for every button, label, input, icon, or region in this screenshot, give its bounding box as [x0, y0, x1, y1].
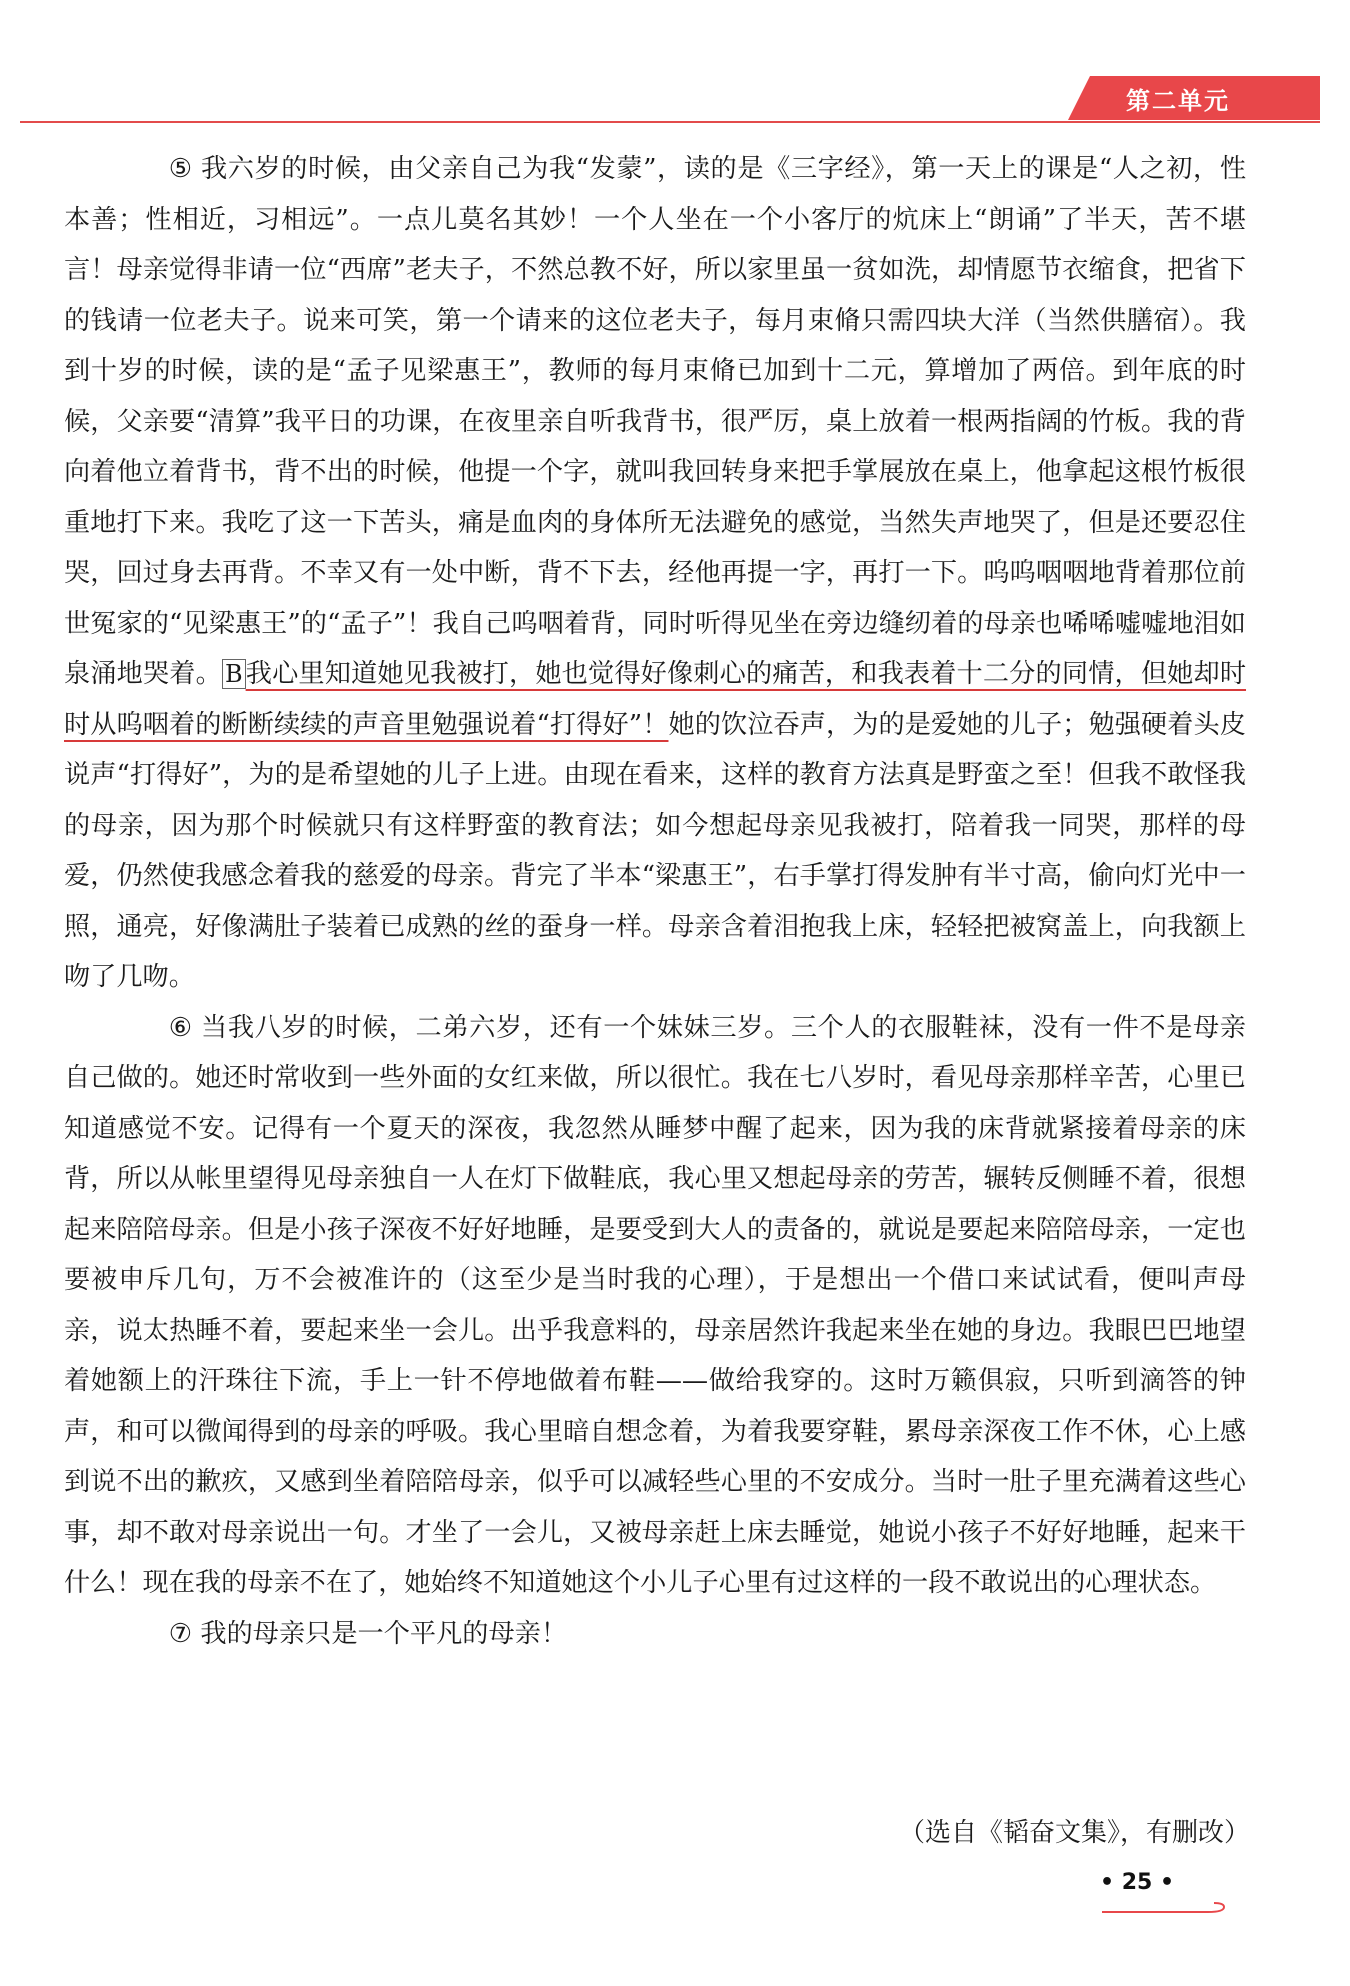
- unit-label: 第二单元: [1126, 86, 1230, 115]
- paragraph-text: 当我八岁的时候，二弟六岁，还有一个妹妹三岁。三个人的衣服鞋袜，没有一件不是母亲自己做的。她还时常收到一些外面的女红来做，所以很忙。我在七八岁时，看见母亲那样辛苦，心里已知道感觉不安。记得有一个夏天的深夜，我忽然从睡梦中醒了起来，因为我的床背就紧接着母亲的床背，所以从帐里望得见母亲独自一人在灯下做鞋底，我心里又想起母亲的劳苦，辗转反侧睡不着，很想起来陪陪母亲。但是小孩子深夜不好好地睡，是要受到大人的责备的，就说是要起来陪陪母亲，一定也要被申斥几句，万不会被准许的（这至少是当时我的心理），于是想出一个借口来试试看，便叫声母亲，说太热睡不着，要起来坐一会儿。出乎我意料的，母亲居然许我起来坐在她的身边。我眼巴巴地望着她额上的汗珠往下流，手上一针不停地做着布鞋——做给我穿的。这时万籁俱寂，只听到滴答的钟声，和可以微闻得到的母亲的呼吸。我心里暗自想念着，为着我要穿鞋，累母亲深夜工作不休，心上感到说不出的歉疚，又感到坐着陪陪母亲，似乎可以减轻些心里的不安成分。当时一肚子里充满着这些心事，却不敢对母亲说出一句。才坐了一会儿，又被母亲赶上床去睡觉，她说小孩子不好好地睡，起来干什么！现在我的母亲不在了，她始终不知道她这个小儿子心里有过这样的一段不敢说出的心理状态。: [64, 1012, 1246, 1598]
- unit-tab: [1068, 76, 1320, 120]
- paragraph-number: ⑥: [168, 1012, 193, 1043]
- annotation-tag-b: B: [222, 659, 246, 689]
- paragraph-text: 我的母亲只是一个平凡的母亲！: [200, 1618, 568, 1649]
- paragraph-text: 我六岁的时候，由父亲自己为我“发蒙”，读的是《三字经》，第一天上的课是“人之初，性本善；性相近，习相远”。一点儿莫名其妙！一个人坐在一个小客厅的炕床上“朗诵”了半天，苦不堪言！母亲觉得非请一位“西席”老夫子，不然总教不好，所以家里虽一贫如洗，却情愿节衣缩食，把省下的钱请一位老夫子。说来可笑，第一个请来的这位老夫子，每月束脩只需四块大洋（当然供膳宿）。我到十岁的时候，读的是“孟子见梁惠王”，教师的每月束脩已加到十二元，算增加了两倍。到年底的时候，父亲要“清算”我平日的功课，在夜里亲自听我背书，很严厉，桌上放着一根两指阔的竹板。我的背向着他立着背书，背不出的时候，他提一个字，就叫我回转身来把手掌展放在桌上，他拿起这根竹板很重地打下来。我吃了这一下苦头，痛是血肉的身体所无法避免的感觉，当然失声地哭了，但是还要忍住哭，回过身去再背。不幸又有一处中断，背不下去，经他再提一字，再打一下。呜呜咽咽地背着那位前世冤家的“见梁惠王”的“孟子”！我自己呜咽着背，同时听得见坐在旁边缝纫着的母亲也唏唏嘘嘘地泪如泉涌地哭着。: [64, 154, 1247, 689]
- page-number-swoosh-icon: [1100, 1902, 1230, 1916]
- article-body: [64, 144, 1246, 1659]
- paragraph-text-continued: 她的饮泣吞声，为的是爱她的儿子；勉强硬着头皮说声“打得好”，为的是希望她的儿子上进。由现在看来，这样的教育方法真是野蛮之至！但我不敢怪我的母亲，因为那个时候就只有这样野蛮的教育法；如今想起母亲见我被打，陪着我一同哭，那样的母爱，仍然使我感念着我的慈爱的母亲。背完了半本“梁惠王”，右手掌打得发肿有半寸高，偷向灯光中一照，通亮，好像满肚子装着已成熟的丝的蚕身一样。母亲含着泪抱我上床，轻轻把被窝盖上，向我额上吻了几吻。: [64, 709, 1246, 992]
- underlined-sentence: 我心里知道她见我被打，她也觉得好像刺心的痛苦，和我表着十二分的同情，但她却时时从呜咽着的断断续续的声音里勉强说着“打得好”！: [64, 659, 1247, 740]
- paragraph-5: [64, 144, 1246, 1003]
- paragraph-number: ⑤: [168, 154, 193, 184]
- header-rule: [20, 121, 1320, 123]
- paragraph-7: [64, 1609, 1246, 1660]
- paragraph-number: ⑦: [168, 1618, 193, 1649]
- page-number: • 25 •: [1100, 1870, 1175, 1895]
- paragraph-6: [64, 1003, 1246, 1609]
- source-citation: （选自《韬奋文集》，有删改）: [898, 1818, 1250, 1848]
